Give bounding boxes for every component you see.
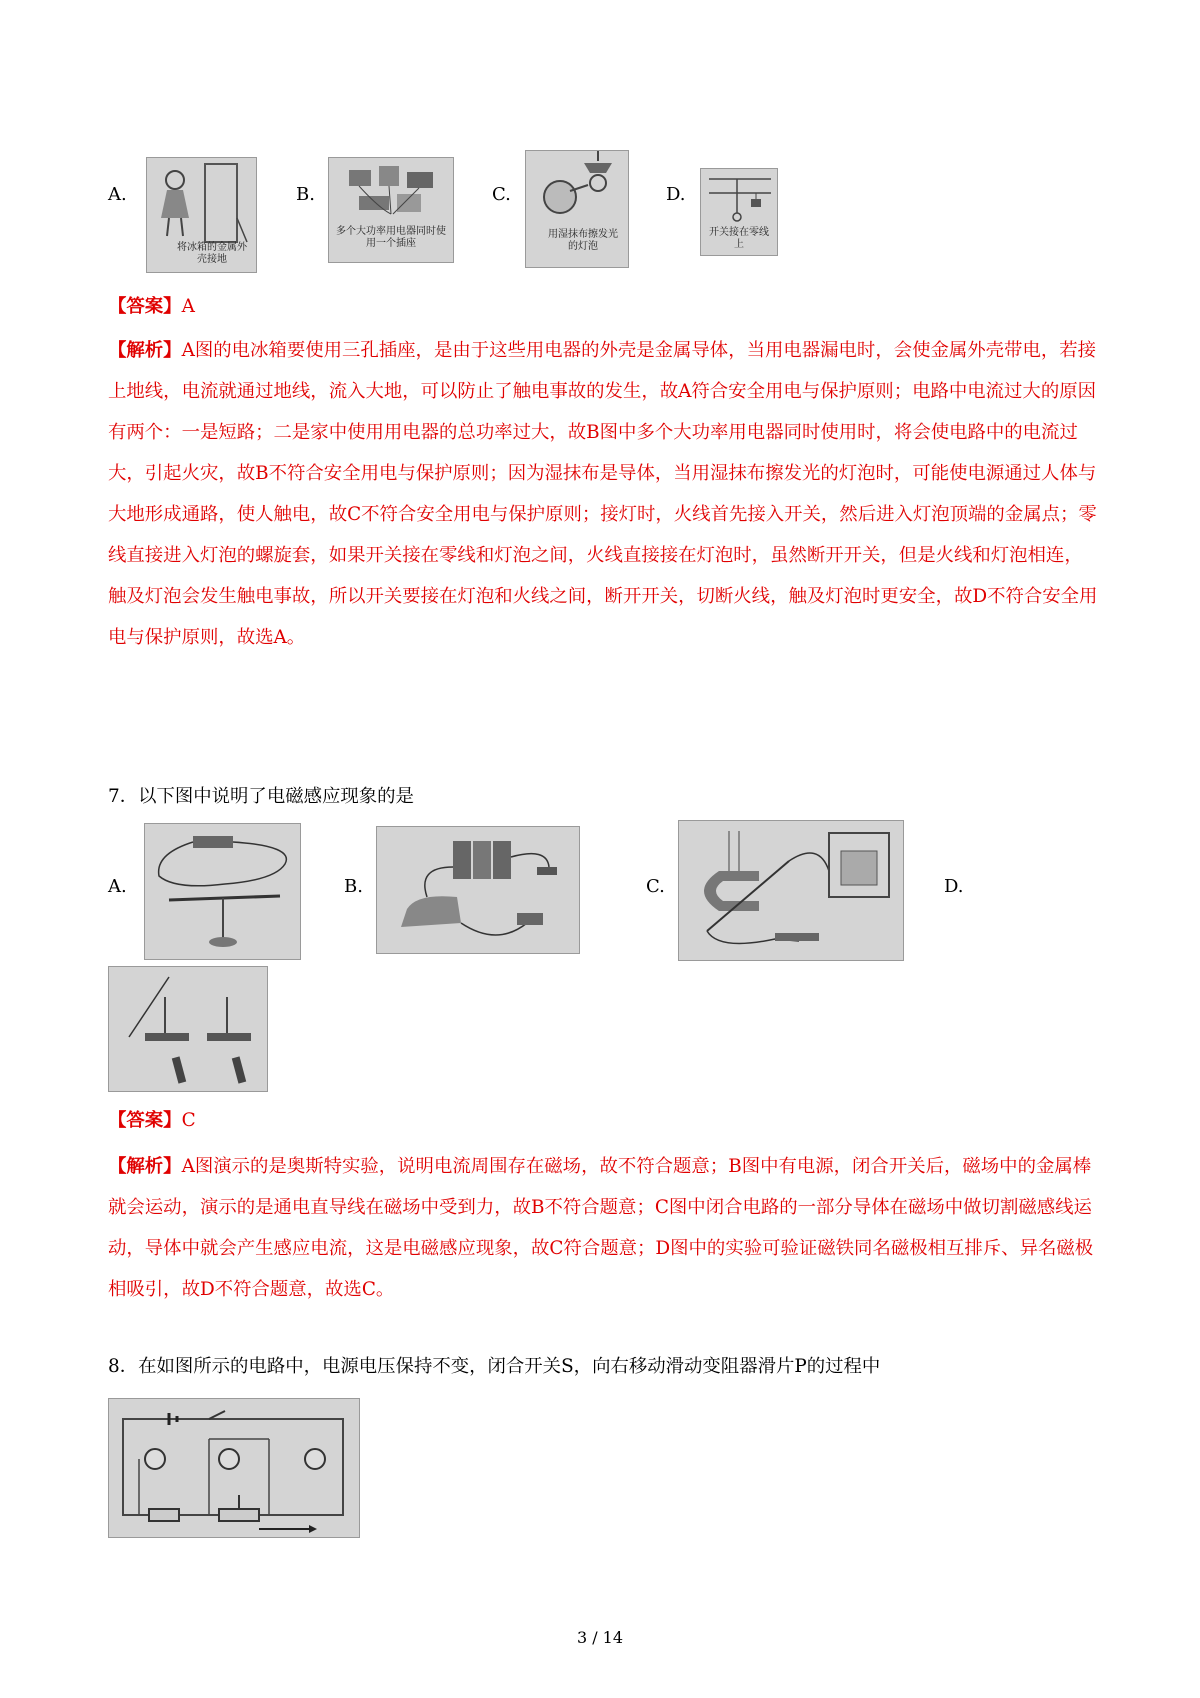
- q7-analysis-text: A图演示的是奥斯特实验，说明电流周围存在磁场，故不符合题意；B图中有电源，闭合开关后，磁场中的金属棒就会运动，演示的是通电直导线在磁场中受到力，故B不符合题意；C图中闭合电路的一部分导体在磁场中做切割磁感线运动，导体中就会产生感应电流，这是电磁感应现象，故C符合题意；D图中的实验可验证磁铁同名磁极相互排斥、异名磁极相吸引，故D不符合题意，故选C。: [108, 1156, 1094, 1300]
- q6-answer: [108, 292, 195, 318]
- q6-option-b-label: B.: [296, 184, 315, 205]
- q8-circuit-image: [108, 1398, 360, 1538]
- electromagnetic-induction-illustration: [679, 821, 903, 960]
- q6-option-a-caption: 将冰箱的金属外壳接地: [177, 242, 247, 265]
- q6-answer-value: A: [181, 296, 195, 317]
- q6-analysis: [108, 330, 1098, 658]
- q6-option-a-image: [146, 157, 257, 273]
- q7-answer-value: C: [181, 1110, 196, 1131]
- q6-option-d-caption: 开关接在零线上: [709, 227, 769, 250]
- page-number: 3 / 14: [576, 1628, 624, 1647]
- q7-question: 7．以下图中说明了电磁感应现象的是: [108, 786, 414, 807]
- q7-option-c-image: [678, 820, 904, 961]
- q7-answer: [108, 1106, 196, 1132]
- q7-option-b-image: [376, 826, 580, 954]
- motor-principle-illustration: [377, 827, 579, 953]
- circuit-diagram-illustration: [109, 1399, 359, 1537]
- q8-question: 8．在如图所示的电路中，电源电压保持不变，闭合开关S，向右移动滑动变阻器滑片P的过程中: [108, 1356, 881, 1377]
- q6-answer-tag: 【答案】: [108, 296, 182, 317]
- q6-option-d-label: D.: [666, 184, 686, 205]
- q7-option-d-image: [108, 966, 268, 1092]
- q6-option-b-caption: 多个大功率用电器同时使用一个插座: [336, 226, 446, 249]
- q7-analysis: [108, 1146, 1098, 1310]
- magnet-poles-illustration: [109, 967, 267, 1091]
- q6-analysis-text: A图的电冰箱要使用三孔插座，是由于这些用电器的外壳是金属导体，当用电器漏电时，会使金属外壳带电，若接上地线，电流就通过地线，流入大地，可以防止了触电事故的发生，故A符合安全用电与保护原则；电路中电流过大的原因有两个：一是短路；二是家中使用用电器的总功率过大，故B图中多个大功率用电器同时使用时，将会使电路中的电流过大，引起火灾，故B不符合安全用电与保护原则；因为湿抹布是导体，当用湿抹布擦发光的灯泡时，可能使电源通过人体与大地形成通路，使人触电，故C不符合安全用电与保护原则；接灯时，火线首先接入开关，然后进入灯泡顶端的金属点；零线直接进入灯泡的螺旋套，如果开关接在零线和灯泡之间，火线直接接在灯泡时，虽然断开开关，但是火线和灯泡相连，触及灯泡会发生触电事故，所以开关要接在灯泡和火线之间，断开开关，切断火线，触及灯泡时更安全，故D不符合安全用电与保护原则，故选A。: [108, 340, 1098, 648]
- q7-answer-tag: 【答案】: [108, 1110, 182, 1131]
- q6-option-c-label: C.: [492, 184, 511, 205]
- q6-option-d-image: [700, 168, 778, 256]
- q6-option-a-label: A.: [108, 184, 127, 205]
- q7-option-a-image: [144, 823, 301, 960]
- q7-option-d-label: D.: [944, 876, 964, 897]
- q7-option-b-label: B.: [344, 876, 363, 897]
- q7-option-c-label: C.: [646, 876, 665, 897]
- q7-option-a-label: A.: [108, 876, 127, 897]
- q6-option-c-image: [525, 150, 629, 268]
- q6-analysis-tag: 【解析】: [108, 340, 182, 361]
- q7-analysis-tag: 【解析】: [108, 1156, 182, 1177]
- q6-option-c-caption: 用湿抹布擦发光的灯泡: [548, 229, 618, 252]
- oersted-experiment-illustration: [145, 824, 300, 959]
- q6-option-b-image: [328, 157, 454, 263]
